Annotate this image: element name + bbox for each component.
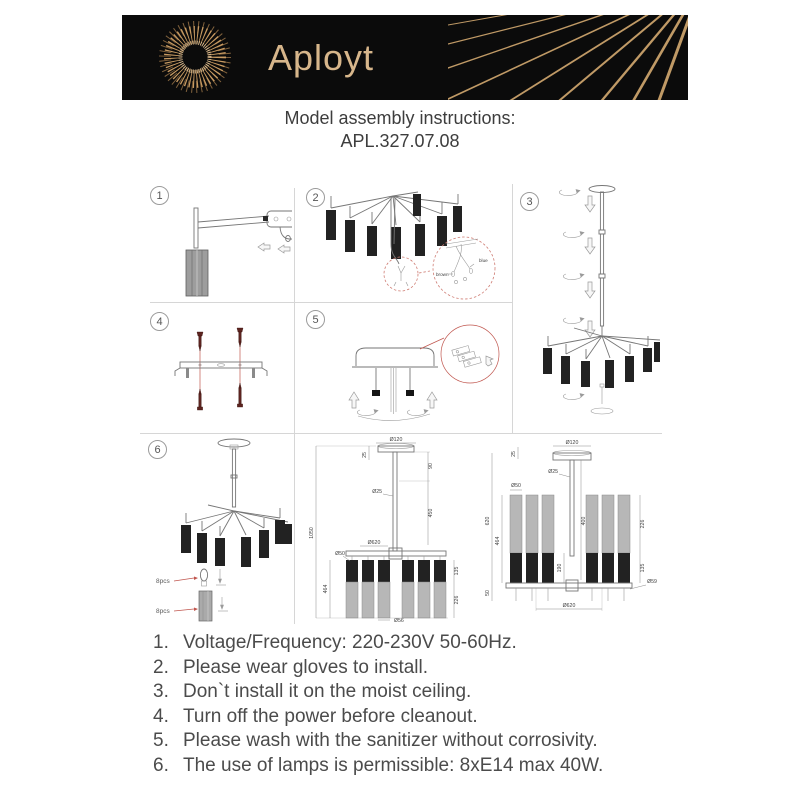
- dim-up-canopy: Ø120: [565, 440, 579, 446]
- dim-up-foot: 50: [485, 590, 491, 596]
- step-number-3: 3: [520, 192, 539, 211]
- dim-rod-length: 450: [428, 508, 434, 518]
- instruction-item: [153, 631, 693, 656]
- dim-shade-glass: 226: [454, 595, 460, 605]
- wire-label-brown: brown: [436, 272, 449, 277]
- dim-hub-diameter: Ø620: [367, 540, 381, 546]
- wire-label-blue: blue: [479, 258, 488, 263]
- instruction-item: [153, 680, 693, 705]
- instruction-item: [153, 705, 693, 730]
- dim-canopy-height: 25: [362, 452, 368, 458]
- step-2-diagram: [298, 178, 510, 300]
- dim-up-width: Ø620: [562, 603, 576, 609]
- step-number-4: 4: [150, 312, 169, 331]
- step-5-diagram: [298, 304, 510, 431]
- instruction-item: [153, 656, 693, 681]
- instruction-text: Please wear gloves to install.: [183, 656, 429, 678]
- dim-up-stem: Ø59: [647, 579, 657, 585]
- step-number-1: 1: [150, 186, 169, 205]
- instruction-item: [153, 729, 693, 754]
- grid-divider: [512, 184, 513, 433]
- page-title: [0, 107, 800, 153]
- instruction-text: Turn off the power before cleanout.: [183, 705, 478, 727]
- step-6-diagram: [142, 435, 292, 622]
- dim-body-height: 464: [323, 584, 329, 594]
- dim-up-hub: 190: [557, 563, 563, 573]
- shade-qty-label: 8pcs: [156, 608, 170, 615]
- dim-up-glass: 226: [640, 519, 646, 529]
- instruction-number: 4.: [153, 705, 169, 727]
- dim-up-total: 620: [485, 516, 491, 526]
- dim-up-body: 464: [495, 536, 501, 546]
- dim-total-height: 1050: [309, 527, 315, 539]
- step-3-diagram: [514, 178, 660, 431]
- instruction-text: Voltage/Frequency: 220-230V 50-60Hz.: [183, 632, 517, 653]
- instruction-number: 2.: [153, 656, 169, 678]
- instruction-text: Don`t install it on the moist ceiling.: [183, 681, 472, 702]
- dim-up-rod-d: Ø25: [548, 469, 558, 475]
- starburst-logo-icon: [140, 15, 252, 100]
- instruction-number: 3.: [153, 681, 169, 702]
- dim-shade-cap: 135: [454, 566, 460, 576]
- step-number-6: 6: [148, 440, 167, 459]
- dim-up-top: 25: [511, 451, 517, 457]
- dim-top-gap: 90: [428, 463, 434, 469]
- safety-instructions: [153, 631, 693, 778]
- dim-shade-bottom: Ø56: [394, 618, 404, 622]
- instruction-number: 6.: [153, 754, 169, 776]
- dim-canopy-diameter: Ø120: [389, 437, 403, 443]
- title-line1: Model assembly instructions:: [284, 108, 516, 128]
- grid-divider: [150, 302, 512, 303]
- bulb-qty-label: 8pcs: [156, 578, 170, 585]
- instruction-text: Please wash with the sanitizer without corrosivity.: [183, 730, 598, 751]
- instruction-text: The use of lamps is permissible: 8xE14 max 40W.: [183, 754, 604, 776]
- dim-up-rod-len: 400: [581, 516, 587, 526]
- step-number-2: 2: [306, 188, 325, 207]
- assembly-steps-grid: [140, 176, 662, 624]
- dim-up-cap: 135: [640, 563, 646, 573]
- model-code: APL.327.07.08: [340, 131, 460, 151]
- decorative-rays-icon: [448, 15, 688, 100]
- dim-shade-diameter: Ø50: [335, 551, 345, 557]
- brand-banner: [122, 15, 688, 100]
- brand-name: Aployt: [268, 37, 375, 78]
- instruction-item: [153, 754, 693, 779]
- instruction-number: 1.: [153, 632, 169, 653]
- step-number-5: 5: [306, 310, 325, 329]
- grid-divider: [294, 188, 295, 624]
- dim-up-shade-d: Ø50: [511, 483, 521, 489]
- dim-rod-diameter: Ø25: [372, 489, 382, 495]
- dimension-drawings: [296, 433, 662, 622]
- instruction-number: 5.: [153, 730, 169, 751]
